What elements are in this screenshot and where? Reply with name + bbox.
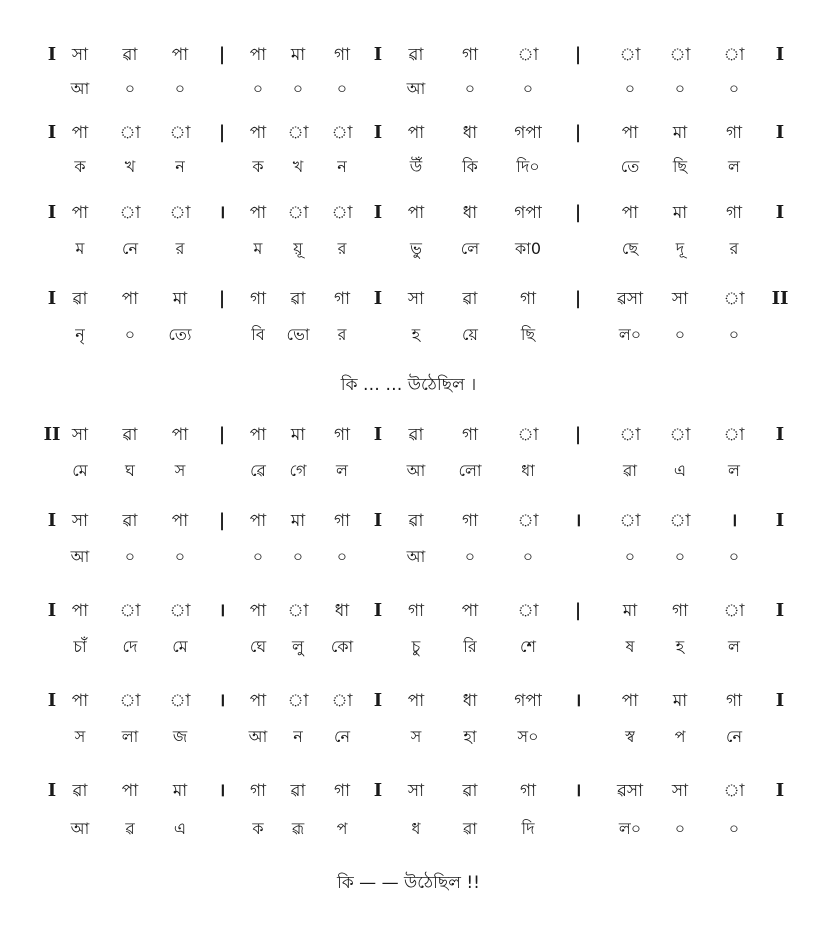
barline: | xyxy=(574,288,582,309)
swara-note: ধা xyxy=(462,123,478,143)
lyric-syllable: ০ xyxy=(124,79,136,98)
swara-note: গা xyxy=(725,123,743,143)
swara-note: া xyxy=(517,601,539,621)
lyric-syllable: হ xyxy=(675,637,685,656)
lyric-syllable: ০ xyxy=(252,79,264,98)
swara-note: া xyxy=(619,511,641,531)
lyric-syllable: স০ xyxy=(517,727,539,746)
swara-note: ৱা xyxy=(462,781,478,801)
lyric-syllable: ০ xyxy=(674,819,686,838)
swara-note: পা xyxy=(249,511,267,531)
swara-note: পা xyxy=(171,425,189,445)
swara-note: া xyxy=(517,511,539,531)
swara-line xyxy=(0,284,817,314)
lyric-syllable: ০ xyxy=(624,79,636,98)
lyric-syllable: ত্যে xyxy=(168,325,192,344)
lyric-syllable: ০ xyxy=(464,547,476,566)
lyric-syllable: লো xyxy=(458,461,482,480)
swara-note: পা xyxy=(249,425,267,445)
lyric-syllable: ল xyxy=(728,461,740,480)
lyric-syllable: ন xyxy=(337,157,347,176)
lyric-syllable: ৱ xyxy=(125,819,135,838)
lyric-syllable: আ xyxy=(406,79,426,98)
swara-note: গা xyxy=(249,289,267,309)
swara-note: ৱা xyxy=(462,289,478,309)
swara-line xyxy=(0,420,817,450)
lyric-syllable: র xyxy=(337,325,347,344)
lyric-syllable: হা xyxy=(463,727,477,746)
lyric-syllable: আ xyxy=(406,547,426,566)
swara-note: মা xyxy=(672,203,688,223)
lyric-syllable: ম xyxy=(75,239,85,258)
barline: II xyxy=(43,424,61,445)
lyric-syllable: উঁ xyxy=(409,157,423,176)
lyric-syllable: ঘে xyxy=(249,637,267,656)
barline: I xyxy=(373,288,383,309)
swara-note: া xyxy=(119,123,141,143)
swara-line xyxy=(0,40,817,70)
lyric-syllable: ষ xyxy=(625,637,635,656)
swara-note: া xyxy=(723,45,745,65)
swara-note: া xyxy=(169,123,191,143)
swara-note: গা xyxy=(333,781,351,801)
lyric-syllable: ৱে xyxy=(250,461,266,480)
lyric-syllable: ল০ xyxy=(618,819,642,838)
swara-note: ধা xyxy=(334,601,350,621)
lyric-syllable: ০ xyxy=(728,325,740,344)
barline: I xyxy=(775,690,785,711)
swara-note: পা xyxy=(407,123,425,143)
swara-note: া xyxy=(169,691,191,711)
lyric-syllable: ছে xyxy=(621,239,639,258)
swara-note: ৱা xyxy=(408,45,424,65)
swara-note: মা xyxy=(290,511,306,531)
lyric-syllable: ল xyxy=(336,461,348,480)
barline: I xyxy=(373,44,383,65)
lyric-syllable: ম xyxy=(253,239,263,258)
lyric-syllable: কি xyxy=(462,157,478,176)
lyric-syllable: ০ xyxy=(464,79,476,98)
swara-note: া xyxy=(119,691,141,711)
lyric-syllable: ছি xyxy=(672,157,688,176)
swara-note: সা xyxy=(71,511,89,531)
lyric-syllable: ল xyxy=(728,157,740,176)
swara-note: পা xyxy=(249,601,267,621)
lyric-syllable: ০ xyxy=(336,547,348,566)
barline: । xyxy=(218,600,226,621)
swara-note: পা xyxy=(407,691,425,711)
barline: I xyxy=(47,202,57,223)
lyric-syllable: ০ xyxy=(252,547,264,566)
lyric-syllable: ৱূ xyxy=(291,819,305,838)
lyric-syllable: ৱা xyxy=(622,461,638,480)
swara-note: পা xyxy=(171,511,189,531)
lyric-syllable: স xyxy=(74,727,86,746)
lyric-syllable: ক xyxy=(252,819,264,838)
swara-note: ৱা xyxy=(72,289,88,309)
barline: I xyxy=(373,600,383,621)
barline: | xyxy=(574,122,582,143)
lyric-syllable: ভো xyxy=(286,325,310,344)
barline: | xyxy=(574,44,582,65)
barline: | xyxy=(574,600,582,621)
barline: I xyxy=(373,122,383,143)
swara-note: পা xyxy=(249,45,267,65)
lyric-line xyxy=(0,542,817,572)
swara-note: ধা xyxy=(462,203,478,223)
barline: | xyxy=(574,202,582,223)
swara-note: া xyxy=(287,691,309,711)
swara-note: গপা xyxy=(514,691,542,711)
swara-note: পা xyxy=(71,203,89,223)
lyric-syllable: ন xyxy=(175,157,185,176)
barline: I xyxy=(775,202,785,223)
lyric-syllable: ০ xyxy=(292,79,304,98)
lyric-syllable: ০ xyxy=(674,79,686,98)
swara-note: া xyxy=(723,601,745,621)
swara-note: া xyxy=(287,601,309,621)
lyric-syllable: আ xyxy=(70,547,90,566)
swara-note: গা xyxy=(725,691,743,711)
swara-note: া xyxy=(669,45,691,65)
swara-note: গা xyxy=(461,425,479,445)
swara-note: গা xyxy=(407,601,425,621)
swara-note: গা xyxy=(725,203,743,223)
lyric-syllable: চাঁ xyxy=(73,637,87,656)
swara-line xyxy=(0,596,817,626)
swara-line xyxy=(0,686,817,716)
swara-note: মা xyxy=(672,691,688,711)
lyric-syllable: মে xyxy=(72,461,88,480)
swara-note: পা xyxy=(249,691,267,711)
barline: | xyxy=(218,510,226,531)
lyric-syllable: স xyxy=(174,461,186,480)
barline: । xyxy=(730,510,738,531)
swara-note: সা xyxy=(671,781,689,801)
swara-note: ৱা xyxy=(408,511,424,531)
barline: II xyxy=(771,288,789,309)
lyric-syllable: ০ xyxy=(674,547,686,566)
swara-note: পা xyxy=(621,203,639,223)
lyric-syllable: ধা xyxy=(521,461,535,480)
barline: । xyxy=(574,780,582,801)
swara-note: া xyxy=(723,425,745,445)
lyric-syllable: স্ব xyxy=(625,727,635,746)
lyric-syllable: ০ xyxy=(728,547,740,566)
barline: I xyxy=(775,510,785,531)
swara-note: ৱা xyxy=(122,425,138,445)
refrain-line: কি — — উঠেছিল !! xyxy=(337,873,480,893)
barline: । xyxy=(218,202,226,223)
lyric-syllable: লু xyxy=(292,637,304,656)
lyric-line xyxy=(0,234,817,264)
lyric-syllable: আ xyxy=(70,819,90,838)
lyric-syllable: নে xyxy=(121,239,139,258)
swara-note: মা xyxy=(172,289,188,309)
swara-note: পা xyxy=(121,289,139,309)
lyric-syllable: য়ে xyxy=(462,325,478,344)
swara-note: গা xyxy=(519,781,537,801)
lyric-syllable: র xyxy=(729,239,739,258)
swara-note: া xyxy=(119,203,141,223)
barline: | xyxy=(574,424,582,445)
lyric-syllable: ল০ xyxy=(618,325,642,344)
lyric-syllable: বি xyxy=(251,325,265,344)
lyric-line xyxy=(0,74,817,104)
lyric-syllable: নে xyxy=(333,727,351,746)
swara-note: ৱা xyxy=(290,781,306,801)
swara-note: গা xyxy=(333,45,351,65)
barline: I xyxy=(775,44,785,65)
swara-note: া xyxy=(119,601,141,621)
swara-note: গা xyxy=(333,425,351,445)
lyric-syllable: শে xyxy=(520,637,536,656)
lyric-syllable: আ xyxy=(406,461,426,480)
lyric-syllable: ০ xyxy=(124,547,136,566)
barline: । xyxy=(218,690,226,711)
swara-note: গা xyxy=(671,601,689,621)
swara-note: া xyxy=(619,425,641,445)
swara-note: ধা xyxy=(462,691,478,711)
lyric-line xyxy=(0,814,817,844)
lyric-syllable: ০ xyxy=(728,79,740,98)
swara-note: মা xyxy=(172,781,188,801)
barline: I xyxy=(373,202,383,223)
lyric-syllable: ০ xyxy=(174,79,186,98)
barline: | xyxy=(218,122,226,143)
swara-note: পা xyxy=(407,203,425,223)
swara-note: পা xyxy=(171,45,189,65)
lyric-line xyxy=(0,632,817,662)
lyric-syllable: ০ xyxy=(674,325,686,344)
swara-note: া xyxy=(331,691,353,711)
swara-note: া xyxy=(169,203,191,223)
barline: I xyxy=(373,780,383,801)
swara-note: া xyxy=(331,123,353,143)
swara-note: মা xyxy=(290,45,306,65)
lyric-syllable: হ xyxy=(411,325,421,344)
swara-note: পা xyxy=(71,123,89,143)
barline: I xyxy=(47,690,57,711)
lyric-syllable: ০ xyxy=(174,547,186,566)
swara-note: া xyxy=(331,203,353,223)
swara-note: ৱা xyxy=(122,511,138,531)
swara-note: ৱা xyxy=(408,425,424,445)
swara-note: পা xyxy=(121,781,139,801)
swara-note: মা xyxy=(672,123,688,143)
swara-note: সা xyxy=(71,45,89,65)
lyric-syllable: দি xyxy=(521,819,535,838)
swara-note: ৱা xyxy=(122,45,138,65)
lyric-syllable: ভু xyxy=(410,239,422,258)
lyric-syllable: লে xyxy=(460,239,480,258)
lyric-syllable: দূ xyxy=(675,239,685,258)
swara-note: পা xyxy=(249,203,267,223)
lyric-syllable: ক xyxy=(252,157,264,176)
lyric-syllable: ০ xyxy=(728,819,740,838)
swara-note: া xyxy=(669,511,691,531)
lyric-syllable: র xyxy=(175,239,185,258)
swara-note: া xyxy=(517,425,539,445)
swara-note: গা xyxy=(249,781,267,801)
lyric-syllable: প xyxy=(336,819,348,838)
lyric-syllable: ০ xyxy=(336,79,348,98)
swara-note: মা xyxy=(622,601,638,621)
barline: I xyxy=(47,780,57,801)
lyric-syllable: স xyxy=(410,727,422,746)
lyric-syllable: লা xyxy=(121,727,139,746)
swara-note: া xyxy=(723,781,745,801)
swara-line xyxy=(0,506,817,536)
lyric-syllable: ধ xyxy=(411,819,421,838)
lyric-syllable: আ xyxy=(70,79,90,98)
swara-note: ৱসা xyxy=(616,289,644,309)
barline: I xyxy=(775,424,785,445)
swara-note: পা xyxy=(621,691,639,711)
lyric-syllable: ঘ xyxy=(125,461,135,480)
swara-note: পা xyxy=(461,601,479,621)
barline: | xyxy=(218,44,226,65)
swara-note: া xyxy=(287,123,309,143)
lyric-syllable: ল xyxy=(728,637,740,656)
lyric-syllable: চু xyxy=(411,637,421,656)
barline: I xyxy=(47,44,57,65)
swara-note: পা xyxy=(621,123,639,143)
swara-note: মা xyxy=(290,425,306,445)
swara-note: সা xyxy=(671,289,689,309)
swara-note: া xyxy=(619,45,641,65)
lyric-syllable: খ xyxy=(292,157,304,176)
lyric-syllable: ছি xyxy=(520,325,536,344)
lyric-syllable: খ xyxy=(124,157,136,176)
swara-note: া xyxy=(169,601,191,621)
barline: I xyxy=(47,510,57,531)
refrain-line: কি … … উঠেছিল । xyxy=(340,375,477,395)
swara-note: গা xyxy=(461,45,479,65)
swara-note: ৱসা xyxy=(616,781,644,801)
barline: I xyxy=(373,424,383,445)
lyric-line xyxy=(0,320,817,350)
swara-note: গা xyxy=(333,289,351,309)
lyric-syllable: প xyxy=(674,727,686,746)
swara-note: ৱা xyxy=(290,289,306,309)
lyric-syllable: ০ xyxy=(522,547,534,566)
lyric-syllable: দে xyxy=(122,637,138,656)
lyric-line xyxy=(0,722,817,752)
lyric-syllable: ৱা xyxy=(462,819,478,838)
barline: । xyxy=(574,510,582,531)
lyric-syllable: নে xyxy=(725,727,743,746)
swara-note: পা xyxy=(71,691,89,711)
lyric-syllable: ক xyxy=(74,157,86,176)
lyric-syllable: কা0 xyxy=(514,239,542,258)
lyric-syllable: আ xyxy=(248,727,268,746)
swara-note: গপা xyxy=(514,123,542,143)
lyric-syllable: জ xyxy=(172,727,188,746)
barline: I xyxy=(775,122,785,143)
barline: I xyxy=(47,122,57,143)
lyric-syllable: য়ূ xyxy=(293,239,303,258)
lyric-syllable: মে xyxy=(172,637,188,656)
swara-note: পা xyxy=(71,601,89,621)
lyric-syllable: ন xyxy=(293,727,303,746)
lyric-syllable: ০ xyxy=(124,325,136,344)
barline: I xyxy=(47,288,57,309)
swara-note: সা xyxy=(71,425,89,445)
swara-note: গা xyxy=(333,511,351,531)
barline: I xyxy=(775,600,785,621)
swara-line xyxy=(0,198,817,228)
lyric-syllable: এ xyxy=(673,461,687,480)
swara-note: সা xyxy=(407,289,425,309)
barline: । xyxy=(218,780,226,801)
barline: | xyxy=(218,288,226,309)
lyric-syllable: ০ xyxy=(522,79,534,98)
swara-note: গা xyxy=(519,289,537,309)
lyric-syllable: তে xyxy=(620,157,640,176)
lyric-syllable: ০ xyxy=(624,547,636,566)
swara-note: পা xyxy=(249,123,267,143)
swara-note: ৱা xyxy=(72,781,88,801)
lyric-syllable: ০ xyxy=(292,547,304,566)
lyric-syllable: গে xyxy=(289,461,307,480)
lyric-syllable: দি০ xyxy=(516,157,540,176)
barline: I xyxy=(373,510,383,531)
swara-note: গা xyxy=(461,511,479,531)
barline: I xyxy=(775,780,785,801)
barline: । xyxy=(574,690,582,711)
swara-note: গপা xyxy=(514,203,542,223)
swara-line xyxy=(0,118,817,148)
lyric-syllable: কো xyxy=(330,637,354,656)
swara-note: সা xyxy=(407,781,425,801)
barline: | xyxy=(218,424,226,445)
swara-note: া xyxy=(669,425,691,445)
swara-line xyxy=(0,776,817,806)
lyric-line xyxy=(0,152,817,182)
lyric-line xyxy=(0,456,817,486)
lyric-syllable: এ xyxy=(173,819,187,838)
lyric-syllable: র xyxy=(337,239,347,258)
swara-note: া xyxy=(723,289,745,309)
lyric-syllable: রি xyxy=(463,637,477,656)
swara-note: া xyxy=(287,203,309,223)
barline: I xyxy=(47,600,57,621)
barline: I xyxy=(373,690,383,711)
swara-note: া xyxy=(517,45,539,65)
lyric-syllable: নৃ xyxy=(75,325,85,344)
